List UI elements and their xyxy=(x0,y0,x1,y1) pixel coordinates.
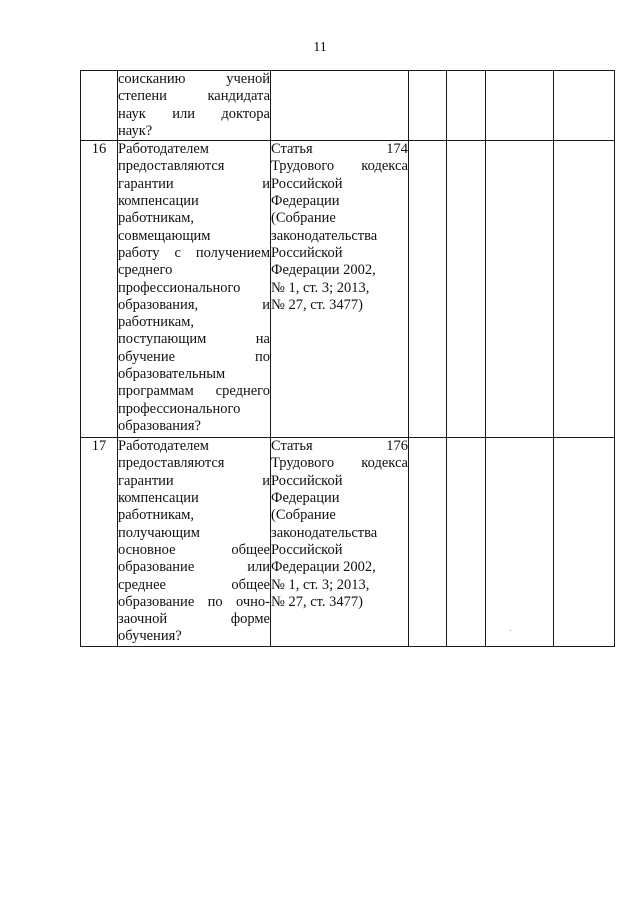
question-text-line: образование по очно- xyxy=(118,593,270,610)
question-text-line: наук? xyxy=(118,122,153,139)
question-text-line: среднего xyxy=(118,262,173,279)
requirements-table xyxy=(80,70,615,647)
scan-speck xyxy=(510,630,511,631)
question-text-line: обучения? xyxy=(118,628,182,645)
page-number: 11 xyxy=(313,40,327,55)
reference-text-line: № 27, ст. 3477) xyxy=(271,296,363,313)
question-text-line: работникам, xyxy=(118,507,195,524)
question-text-line: образования, и xyxy=(118,296,270,313)
table-row xyxy=(81,141,615,438)
reference-text-line: № 1, ст. 3; 2013, xyxy=(271,279,370,296)
question-cell xyxy=(118,141,271,438)
question-text-line: профессионального xyxy=(118,400,241,417)
reference-text-line: Трудового кодекса xyxy=(271,158,408,175)
question-text-line: поступающим на xyxy=(118,331,270,348)
legal-reference-cell xyxy=(271,438,409,647)
reference-text-line: Трудового кодекса xyxy=(271,455,408,472)
question-text-line: Работодателем xyxy=(118,438,209,455)
question-cell xyxy=(118,71,271,141)
question-text-line: образование или xyxy=(118,559,270,576)
question-text-line: среднее общее xyxy=(118,576,270,593)
question-text-line: Работодателем xyxy=(118,141,209,158)
question-cell xyxy=(118,438,271,647)
question-text-line: работу с получением xyxy=(118,244,270,261)
reference-text-line: Российской xyxy=(271,472,343,489)
answer-yes-cell xyxy=(409,71,447,141)
reference-text-line: Статья 174 xyxy=(271,141,408,158)
reference-text-line: (Собрание xyxy=(271,507,336,524)
row-number-cell: 17 xyxy=(81,438,118,647)
question-text-line: получающим xyxy=(118,524,200,541)
question-text-line: совмещающим xyxy=(118,227,211,244)
question-text-line: степени кандидата xyxy=(118,88,270,105)
question-text-line: основное общее xyxy=(118,541,270,558)
notes-cell xyxy=(554,71,615,141)
reference-text-line: Федерации 2002, xyxy=(271,559,376,576)
row-number-cell: 16 xyxy=(81,141,118,438)
table-row xyxy=(81,438,615,647)
question-text-line: предоставляются xyxy=(118,455,225,472)
answer-no-cell xyxy=(447,438,486,647)
answer-no-cell xyxy=(447,71,486,141)
reference-text-line: (Собрание xyxy=(271,210,336,227)
legal-reference-cell xyxy=(271,141,409,438)
question-text-line: компенсации xyxy=(118,193,199,210)
reference-text-line: Федерации xyxy=(271,490,340,507)
question-text-line: профессионального xyxy=(118,279,241,296)
reference-text-line: Российской xyxy=(271,244,343,261)
answer-not-applicable-cell xyxy=(486,141,554,438)
question-text-line: соисканию ученой xyxy=(118,71,270,87)
question-text-line: образования? xyxy=(118,417,201,434)
reference-text-line: законодательства xyxy=(271,524,378,541)
question-text-line: обучение по xyxy=(118,348,270,365)
answer-not-applicable-cell xyxy=(486,438,554,647)
reference-text-line: Федерации xyxy=(271,193,340,210)
reference-text-line: Статья 176 xyxy=(271,438,408,455)
question-text-line: заочной форме xyxy=(118,611,270,628)
question-text-line: работникам, xyxy=(118,314,195,331)
notes-cell xyxy=(554,438,615,647)
reference-text-line: № 1, ст. 3; 2013, xyxy=(271,576,370,593)
reference-text-line: Российской xyxy=(271,541,343,558)
answer-yes-cell xyxy=(409,438,447,647)
question-text-line: работникам, xyxy=(118,210,195,227)
reference-text-line: Федерации 2002, xyxy=(271,262,376,279)
reference-text-line: Российской xyxy=(271,175,343,192)
question-text-line: гарантии и xyxy=(118,175,270,192)
notes-cell xyxy=(554,141,615,438)
question-text-line: гарантии и xyxy=(118,472,270,489)
answer-not-applicable-cell xyxy=(486,71,554,141)
table-row xyxy=(81,71,615,141)
reference-text-line: № 27, ст. 3477) xyxy=(271,593,363,610)
question-text-line: программам среднего xyxy=(118,383,270,400)
question-text-line: наук или доктора xyxy=(118,105,270,122)
reference-text-line: законодательства xyxy=(271,227,378,244)
row-number-cell xyxy=(81,71,118,141)
question-text-line: образовательным xyxy=(118,366,226,383)
answer-yes-cell xyxy=(409,141,447,438)
answer-no-cell xyxy=(447,141,486,438)
question-text-line: предоставляются xyxy=(118,158,225,175)
question-text-line: компенсации xyxy=(118,490,199,507)
legal-reference-cell xyxy=(271,71,409,141)
